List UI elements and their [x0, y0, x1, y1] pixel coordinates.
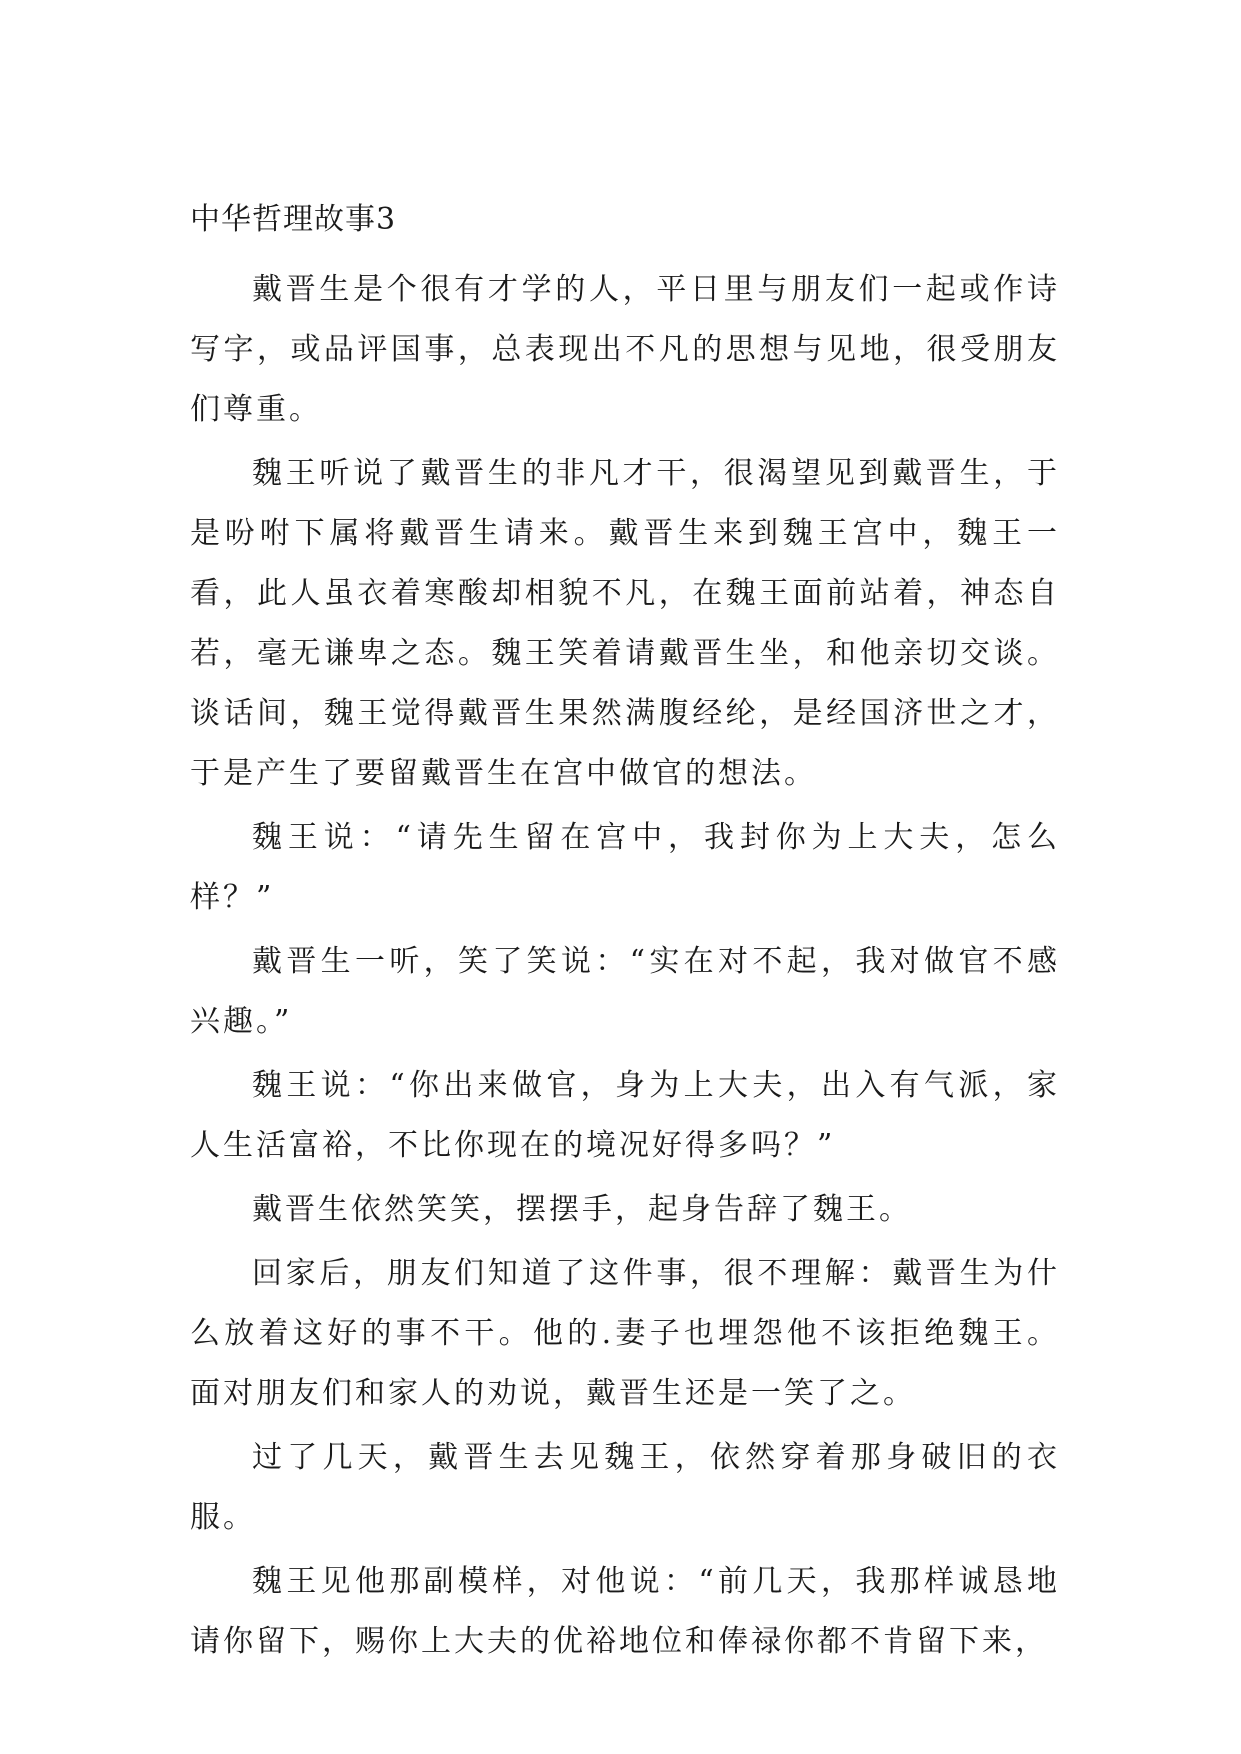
paragraph-2: 魏王听说了戴晋生的非凡才干，很渴望见到戴晋生，于是吩咐下属将戴晋生请来。戴晋生来到魏王宫中，魏王一看，此人虽衣着寒酸却相貌不凡，在魏王面前站着，神态自若，毫无谦卑之态。魏王笑着请戴晋生坐，和他亲切交谈。谈话间，魏王觉得戴晋生果然满腹经纶，是经国济世之才，于是产生了要留戴晋生在宫中做官的想法。: [190, 456, 1060, 791]
paragraph-4: 戴晋生一听，笑了笑说：“实在对不起，我对做官不感兴趣。”: [190, 944, 1060, 1039]
document-title: 中华哲理故事3: [190, 202, 397, 237]
document-body: [190, 200, 1060, 1676]
paragraph-7: 回家后，朋友们知道了这件事，很不理解：戴晋生为什么放着这好的事不干。他的.妻子也埋怨他不该拒绝魏王。面对朋友们和家人的劝说，戴晋生还是一笑了之。: [190, 1256, 1060, 1411]
paragraph-6: 戴晋生依然笑笑，摆摆手，起身告辞了魏王。: [252, 1192, 912, 1227]
paragraph-9: 魏王见他那副模样，对他说：“前几天，我那样诚恳地请你留下，赐你上大夫的优裕地位和俸禄你都不肯留下来，: [190, 1564, 1060, 1659]
paragraph-1: 戴晋生是个很有才学的人，平日里与朋友们一起或作诗写字，或品评国事，总表现出不凡的思想与见地，很受朋友们尊重。: [190, 272, 1060, 427]
paragraph-3: 魏王说：“请先生留在宫中，我封你为上大夫，怎么样？”: [190, 820, 1060, 915]
paragraph-5: 魏王说：“你出来做官，身为上大夫，出入有气派，家人生活富裕，不比你现在的境况好得多吗？”: [190, 1068, 1060, 1163]
paragraph-8: 过了几天，戴晋生去见魏王，依然穿着那身破旧的衣服。: [190, 1440, 1060, 1535]
